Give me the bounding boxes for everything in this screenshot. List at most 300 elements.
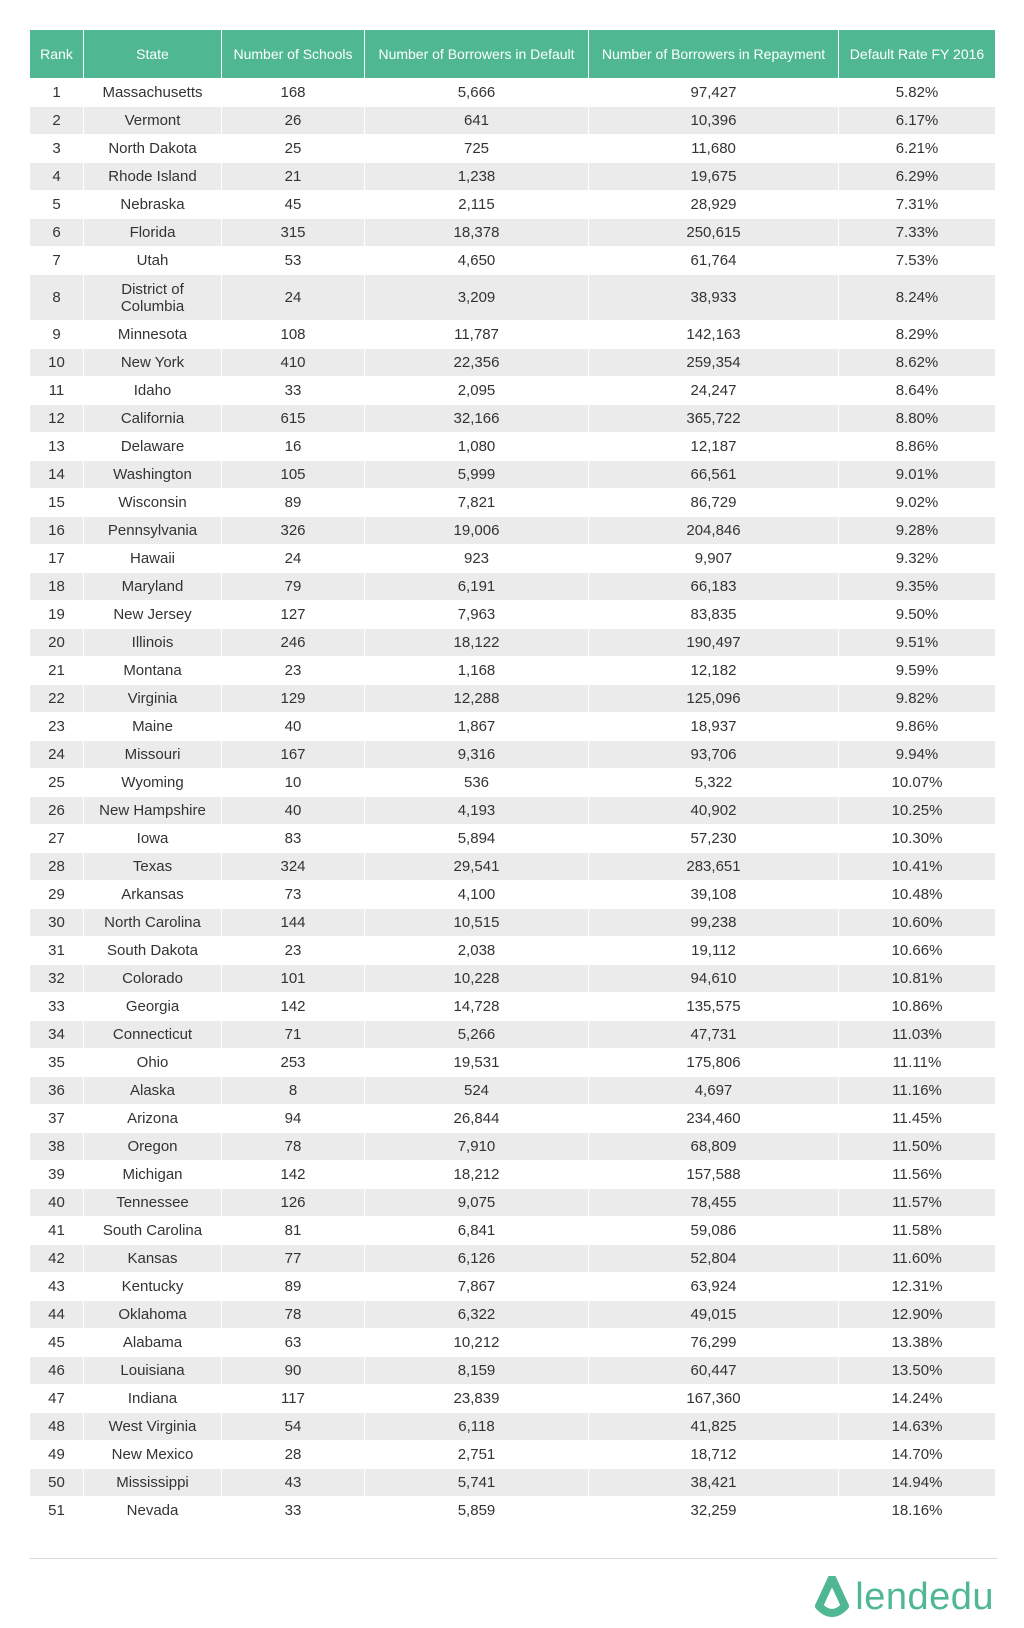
cell-borrowers-repayment: 66,183 <box>588 572 838 600</box>
table-row <box>30 1412 995 1440</box>
table-row <box>30 106 995 134</box>
cell-state: North Dakota <box>83 134 221 162</box>
cell-rank: 12 <box>30 404 83 432</box>
cell-rank: 20 <box>30 628 83 656</box>
cell-state: Rhode Island <box>83 162 221 190</box>
default-rate-table-container <box>30 30 995 1524</box>
cell-rank: 24 <box>30 740 83 768</box>
cell-borrowers-default: 524 <box>364 1076 588 1104</box>
cell-schools: 144 <box>221 908 364 936</box>
cell-borrowers-default: 19,531 <box>364 1048 588 1076</box>
cell-default-rate: 11.58% <box>838 1216 995 1244</box>
cell-default-rate: 6.17% <box>838 106 995 134</box>
cell-borrowers-default: 23,839 <box>364 1384 588 1412</box>
cell-borrowers-repayment: 142,163 <box>588 320 838 348</box>
cell-schools: 28 <box>221 1440 364 1468</box>
column-header-borrowers-default[interactable]: Number of Borrowers in Default <box>364 30 588 78</box>
cell-borrowers-default: 4,650 <box>364 246 588 274</box>
cell-borrowers-default: 2,095 <box>364 376 588 404</box>
cell-rank: 19 <box>30 600 83 628</box>
cell-borrowers-repayment: 18,712 <box>588 1440 838 1468</box>
cell-schools: 77 <box>221 1244 364 1272</box>
cell-rank: 30 <box>30 908 83 936</box>
cell-default-rate: 8.86% <box>838 432 995 460</box>
cell-borrowers-default: 32,166 <box>364 404 588 432</box>
cell-default-rate: 8.64% <box>838 376 995 404</box>
cell-borrowers-repayment: 19,112 <box>588 936 838 964</box>
cell-schools: 127 <box>221 600 364 628</box>
cell-borrowers-repayment: 11,680 <box>588 134 838 162</box>
table-row <box>30 740 995 768</box>
cell-schools: 23 <box>221 936 364 964</box>
cell-schools: 23 <box>221 656 364 684</box>
cell-schools: 71 <box>221 1020 364 1048</box>
cell-state: Nebraska <box>83 190 221 218</box>
table-row <box>30 218 995 246</box>
cell-state: Nevada <box>83 1496 221 1524</box>
cell-schools: 129 <box>221 684 364 712</box>
cell-schools: 83 <box>221 824 364 852</box>
table-row <box>30 992 995 1020</box>
cell-state: Kentucky <box>83 1272 221 1300</box>
cell-default-rate: 14.63% <box>838 1412 995 1440</box>
cell-state: Arkansas <box>83 880 221 908</box>
cell-rank: 33 <box>30 992 83 1020</box>
cell-borrowers-repayment: 63,924 <box>588 1272 838 1300</box>
cell-state: Arizona <box>83 1104 221 1132</box>
cell-rank: 2 <box>30 106 83 134</box>
table-row <box>30 516 995 544</box>
table-row <box>30 936 995 964</box>
table-header-row <box>30 30 995 78</box>
cell-default-rate: 9.01% <box>838 460 995 488</box>
cell-borrowers-default: 19,006 <box>364 516 588 544</box>
cell-schools: 33 <box>221 376 364 404</box>
cell-borrowers-default: 5,266 <box>364 1020 588 1048</box>
cell-borrowers-default: 18,122 <box>364 628 588 656</box>
cell-rank: 14 <box>30 460 83 488</box>
cell-state: Iowa <box>83 824 221 852</box>
table-row <box>30 134 995 162</box>
cell-default-rate: 13.38% <box>838 1328 995 1356</box>
table-row <box>30 1272 995 1300</box>
table-row <box>30 628 995 656</box>
cell-borrowers-default: 9,316 <box>364 740 588 768</box>
cell-state: Tennessee <box>83 1188 221 1216</box>
cell-schools: 25 <box>221 134 364 162</box>
cell-state: Minnesota <box>83 320 221 348</box>
cell-rank: 47 <box>30 1384 83 1412</box>
table-row <box>30 78 995 106</box>
cell-default-rate: 9.51% <box>838 628 995 656</box>
column-header-default-rate[interactable]: Default Rate FY 2016 <box>838 30 995 78</box>
cell-borrowers-default: 5,999 <box>364 460 588 488</box>
cell-schools: 10 <box>221 768 364 796</box>
table-row <box>30 1328 995 1356</box>
cell-schools: 105 <box>221 460 364 488</box>
cell-default-rate: 13.50% <box>838 1356 995 1384</box>
cell-borrowers-default: 22,356 <box>364 348 588 376</box>
table-row <box>30 190 995 218</box>
cell-borrowers-repayment: 10,396 <box>588 106 838 134</box>
cell-borrowers-default: 6,126 <box>364 1244 588 1272</box>
cell-borrowers-repayment: 32,259 <box>588 1496 838 1524</box>
cell-schools: 101 <box>221 964 364 992</box>
cell-state: West Virginia <box>83 1412 221 1440</box>
cell-borrowers-repayment: 40,902 <box>588 796 838 824</box>
column-header-rank[interactable]: Rank <box>30 30 83 78</box>
column-header-borrowers-repayment[interactable]: Number of Borrowers in Repayment <box>588 30 838 78</box>
cell-rank: 16 <box>30 516 83 544</box>
cell-schools: 168 <box>221 78 364 106</box>
cell-state: Maryland <box>83 572 221 600</box>
cell-borrowers-repayment: 28,929 <box>588 190 838 218</box>
column-header-schools[interactable]: Number of Schools <box>221 30 364 78</box>
cell-rank: 11 <box>30 376 83 404</box>
cell-schools: 24 <box>221 274 364 320</box>
cell-state: Ohio <box>83 1048 221 1076</box>
cell-state: Illinois <box>83 628 221 656</box>
cell-borrowers-default: 7,821 <box>364 488 588 516</box>
table-row <box>30 1468 995 1496</box>
cell-borrowers-repayment: 41,825 <box>588 1412 838 1440</box>
cell-state: New York <box>83 348 221 376</box>
cell-borrowers-default: 10,228 <box>364 964 588 992</box>
table-row <box>30 544 995 572</box>
cell-schools: 142 <box>221 1160 364 1188</box>
cell-rank: 44 <box>30 1300 83 1328</box>
cell-default-rate: 9.02% <box>838 488 995 516</box>
cell-borrowers-repayment: 250,615 <box>588 218 838 246</box>
cell-schools: 26 <box>221 106 364 134</box>
cell-state: Hawaii <box>83 544 221 572</box>
cell-rank: 7 <box>30 246 83 274</box>
cell-default-rate: 7.31% <box>838 190 995 218</box>
cell-borrowers-default: 4,193 <box>364 796 588 824</box>
cell-rank: 48 <box>30 1412 83 1440</box>
cell-rank: 22 <box>30 684 83 712</box>
cell-schools: 40 <box>221 712 364 740</box>
cell-schools: 78 <box>221 1132 364 1160</box>
cell-rank: 39 <box>30 1160 83 1188</box>
cell-borrowers-default: 5,666 <box>364 78 588 106</box>
cell-borrowers-default: 1,238 <box>364 162 588 190</box>
cell-schools: 615 <box>221 404 364 432</box>
cell-schools: 246 <box>221 628 364 656</box>
lendedu-logo-icon <box>813 1576 851 1618</box>
cell-schools: 108 <box>221 320 364 348</box>
lendedu-logo[interactable] <box>813 1573 994 1621</box>
cell-rank: 23 <box>30 712 83 740</box>
cell-default-rate: 12.90% <box>838 1300 995 1328</box>
table-row <box>30 1188 995 1216</box>
cell-schools: 167 <box>221 740 364 768</box>
table-row <box>30 1384 995 1412</box>
cell-default-rate: 11.11% <box>838 1048 995 1076</box>
cell-schools: 94 <box>221 1104 364 1132</box>
cell-default-rate: 9.50% <box>838 600 995 628</box>
cell-rank: 3 <box>30 134 83 162</box>
cell-default-rate: 10.07% <box>838 768 995 796</box>
cell-state: Virginia <box>83 684 221 712</box>
cell-borrowers-repayment: 125,096 <box>588 684 838 712</box>
cell-state: Montana <box>83 656 221 684</box>
cell-borrowers-repayment: 19,675 <box>588 162 838 190</box>
cell-schools: 8 <box>221 1076 364 1104</box>
cell-borrowers-repayment: 365,722 <box>588 404 838 432</box>
table-row <box>30 656 995 684</box>
cell-default-rate: 10.25% <box>838 796 995 824</box>
cell-borrowers-repayment: 5,322 <box>588 768 838 796</box>
cell-default-rate: 9.94% <box>838 740 995 768</box>
cell-state: Wisconsin <box>83 488 221 516</box>
cell-default-rate: 12.31% <box>838 1272 995 1300</box>
cell-borrowers-repayment: 157,588 <box>588 1160 838 1188</box>
table-row <box>30 460 995 488</box>
table-row <box>30 1300 995 1328</box>
cell-borrowers-default: 10,515 <box>364 908 588 936</box>
cell-borrowers-repayment: 204,846 <box>588 516 838 544</box>
cell-borrowers-repayment: 38,421 <box>588 1468 838 1496</box>
table-row <box>30 852 995 880</box>
cell-schools: 324 <box>221 852 364 880</box>
cell-schools: 90 <box>221 1356 364 1384</box>
cell-default-rate: 10.60% <box>838 908 995 936</box>
cell-borrowers-repayment: 59,086 <box>588 1216 838 1244</box>
cell-borrowers-repayment: 234,460 <box>588 1104 838 1132</box>
cell-default-rate: 11.50% <box>838 1132 995 1160</box>
table-row <box>30 274 995 320</box>
cell-borrowers-default: 6,191 <box>364 572 588 600</box>
cell-schools: 16 <box>221 432 364 460</box>
cell-state: Vermont <box>83 106 221 134</box>
cell-state: Connecticut <box>83 1020 221 1048</box>
cell-default-rate: 14.70% <box>838 1440 995 1468</box>
cell-default-rate: 11.56% <box>838 1160 995 1188</box>
cell-state: California <box>83 404 221 432</box>
cell-borrowers-default: 4,100 <box>364 880 588 908</box>
cell-default-rate: 14.24% <box>838 1384 995 1412</box>
cell-default-rate: 8.62% <box>838 348 995 376</box>
cell-schools: 79 <box>221 572 364 600</box>
cell-default-rate: 10.86% <box>838 992 995 1020</box>
cell-state: Delaware <box>83 432 221 460</box>
cell-default-rate: 11.60% <box>838 1244 995 1272</box>
table-row <box>30 908 995 936</box>
cell-rank: 32 <box>30 964 83 992</box>
cell-default-rate: 10.30% <box>838 824 995 852</box>
cell-borrowers-default: 8,159 <box>364 1356 588 1384</box>
cell-state: Florida <box>83 218 221 246</box>
cell-state: Oregon <box>83 1132 221 1160</box>
cell-default-rate: 6.21% <box>838 134 995 162</box>
cell-rank: 15 <box>30 488 83 516</box>
cell-borrowers-repayment: 61,764 <box>588 246 838 274</box>
table-row <box>30 768 995 796</box>
cell-rank: 28 <box>30 852 83 880</box>
cell-borrowers-default: 7,910 <box>364 1132 588 1160</box>
cell-state: Missouri <box>83 740 221 768</box>
table-row <box>30 1216 995 1244</box>
cell-state: District of Columbia <box>83 274 221 320</box>
cell-state: South Dakota <box>83 936 221 964</box>
cell-borrowers-default: 18,212 <box>364 1160 588 1188</box>
cell-default-rate: 9.59% <box>838 656 995 684</box>
cell-default-rate: 7.53% <box>838 246 995 274</box>
cell-default-rate: 10.66% <box>838 936 995 964</box>
cell-borrowers-default: 1,867 <box>364 712 588 740</box>
table-row <box>30 1356 995 1384</box>
cell-borrowers-repayment: 9,907 <box>588 544 838 572</box>
table-row <box>30 600 995 628</box>
cell-rank: 21 <box>30 656 83 684</box>
cell-rank: 36 <box>30 1076 83 1104</box>
cell-rank: 31 <box>30 936 83 964</box>
cell-default-rate: 11.16% <box>838 1076 995 1104</box>
column-header-state[interactable]: State <box>83 30 221 78</box>
cell-borrowers-default: 9,075 <box>364 1188 588 1216</box>
cell-default-rate: 9.35% <box>838 572 995 600</box>
cell-rank: 25 <box>30 768 83 796</box>
cell-borrowers-repayment: 97,427 <box>588 78 838 106</box>
cell-state: Massachusetts <box>83 78 221 106</box>
cell-rank: 9 <box>30 320 83 348</box>
cell-borrowers-repayment: 83,835 <box>588 600 838 628</box>
cell-schools: 78 <box>221 1300 364 1328</box>
cell-borrowers-default: 5,894 <box>364 824 588 852</box>
table-row <box>30 162 995 190</box>
cell-state: Wyoming <box>83 768 221 796</box>
cell-default-rate: 8.80% <box>838 404 995 432</box>
table-row <box>30 572 995 600</box>
cell-default-rate: 9.32% <box>838 544 995 572</box>
cell-borrowers-repayment: 12,187 <box>588 432 838 460</box>
cell-borrowers-repayment: 175,806 <box>588 1048 838 1076</box>
table-row <box>30 1076 995 1104</box>
cell-borrowers-repayment: 167,360 <box>588 1384 838 1412</box>
table-row <box>30 404 995 432</box>
cell-schools: 33 <box>221 1496 364 1524</box>
cell-borrowers-repayment: 57,230 <box>588 824 838 852</box>
cell-default-rate: 10.81% <box>838 964 995 992</box>
cell-schools: 89 <box>221 1272 364 1300</box>
cell-borrowers-repayment: 18,937 <box>588 712 838 740</box>
cell-schools: 253 <box>221 1048 364 1076</box>
cell-default-rate: 11.45% <box>838 1104 995 1132</box>
cell-borrowers-repayment: 68,809 <box>588 1132 838 1160</box>
cell-borrowers-repayment: 52,804 <box>588 1244 838 1272</box>
cell-state: South Carolina <box>83 1216 221 1244</box>
cell-default-rate: 9.82% <box>838 684 995 712</box>
cell-rank: 41 <box>30 1216 83 1244</box>
cell-default-rate: 11.03% <box>838 1020 995 1048</box>
cell-default-rate: 8.29% <box>838 320 995 348</box>
cell-state: New Hampshire <box>83 796 221 824</box>
cell-borrowers-default: 3,209 <box>364 274 588 320</box>
cell-borrowers-default: 6,841 <box>364 1216 588 1244</box>
cell-state: Texas <box>83 852 221 880</box>
cell-schools: 126 <box>221 1188 364 1216</box>
table-row <box>30 376 995 404</box>
cell-state: Mississippi <box>83 1468 221 1496</box>
cell-default-rate: 6.29% <box>838 162 995 190</box>
table-row <box>30 1132 995 1160</box>
cell-state: Indiana <box>83 1384 221 1412</box>
cell-rank: 10 <box>30 348 83 376</box>
cell-schools: 89 <box>221 488 364 516</box>
table-row <box>30 1244 995 1272</box>
cell-default-rate: 14.94% <box>838 1468 995 1496</box>
logo-wordmark: lendedu <box>855 1576 994 1618</box>
cell-rank: 49 <box>30 1440 83 1468</box>
table-row <box>30 1048 995 1076</box>
cell-borrowers-default: 1,080 <box>364 432 588 460</box>
cell-default-rate: 11.57% <box>838 1188 995 1216</box>
cell-borrowers-default: 29,541 <box>364 852 588 880</box>
cell-state: Colorado <box>83 964 221 992</box>
cell-rank: 45 <box>30 1328 83 1356</box>
cell-rank: 18 <box>30 572 83 600</box>
cell-borrowers-default: 1,168 <box>364 656 588 684</box>
cell-borrowers-default: 10,212 <box>364 1328 588 1356</box>
cell-default-rate: 9.86% <box>838 712 995 740</box>
cell-default-rate: 10.41% <box>838 852 995 880</box>
cell-default-rate: 7.33% <box>838 218 995 246</box>
cell-rank: 26 <box>30 796 83 824</box>
table-row <box>30 1020 995 1048</box>
table-row <box>30 964 995 992</box>
cell-state: Alaska <box>83 1076 221 1104</box>
table-row <box>30 348 995 376</box>
cell-borrowers-default: 6,322 <box>364 1300 588 1328</box>
cell-borrowers-repayment: 38,933 <box>588 274 838 320</box>
cell-borrowers-default: 11,787 <box>364 320 588 348</box>
cell-borrowers-repayment: 259,354 <box>588 348 838 376</box>
cell-borrowers-default: 2,038 <box>364 936 588 964</box>
cell-borrowers-repayment: 190,497 <box>588 628 838 656</box>
cell-rank: 17 <box>30 544 83 572</box>
cell-state: Michigan <box>83 1160 221 1188</box>
cell-rank: 35 <box>30 1048 83 1076</box>
cell-rank: 51 <box>30 1496 83 1524</box>
table-row <box>30 824 995 852</box>
cell-borrowers-default: 14,728 <box>364 992 588 1020</box>
cell-rank: 8 <box>30 274 83 320</box>
cell-rank: 40 <box>30 1188 83 1216</box>
cell-state: Alabama <box>83 1328 221 1356</box>
cell-schools: 73 <box>221 880 364 908</box>
cell-borrowers-default: 12,288 <box>364 684 588 712</box>
table-row <box>30 684 995 712</box>
cell-rank: 46 <box>30 1356 83 1384</box>
cell-state: Oklahoma <box>83 1300 221 1328</box>
cell-borrowers-default: 2,751 <box>364 1440 588 1468</box>
cell-state: Utah <box>83 246 221 274</box>
table-row <box>30 488 995 516</box>
cell-rank: 50 <box>30 1468 83 1496</box>
default-rate-table <box>30 30 995 1524</box>
cell-schools: 81 <box>221 1216 364 1244</box>
table-row <box>30 246 995 274</box>
cell-rank: 6 <box>30 218 83 246</box>
cell-borrowers-repayment: 4,697 <box>588 1076 838 1104</box>
cell-borrowers-repayment: 47,731 <box>588 1020 838 1048</box>
cell-schools: 410 <box>221 348 364 376</box>
cell-borrowers-repayment: 99,238 <box>588 908 838 936</box>
cell-default-rate: 10.48% <box>838 880 995 908</box>
table-row <box>30 1496 995 1524</box>
cell-state: Kansas <box>83 1244 221 1272</box>
